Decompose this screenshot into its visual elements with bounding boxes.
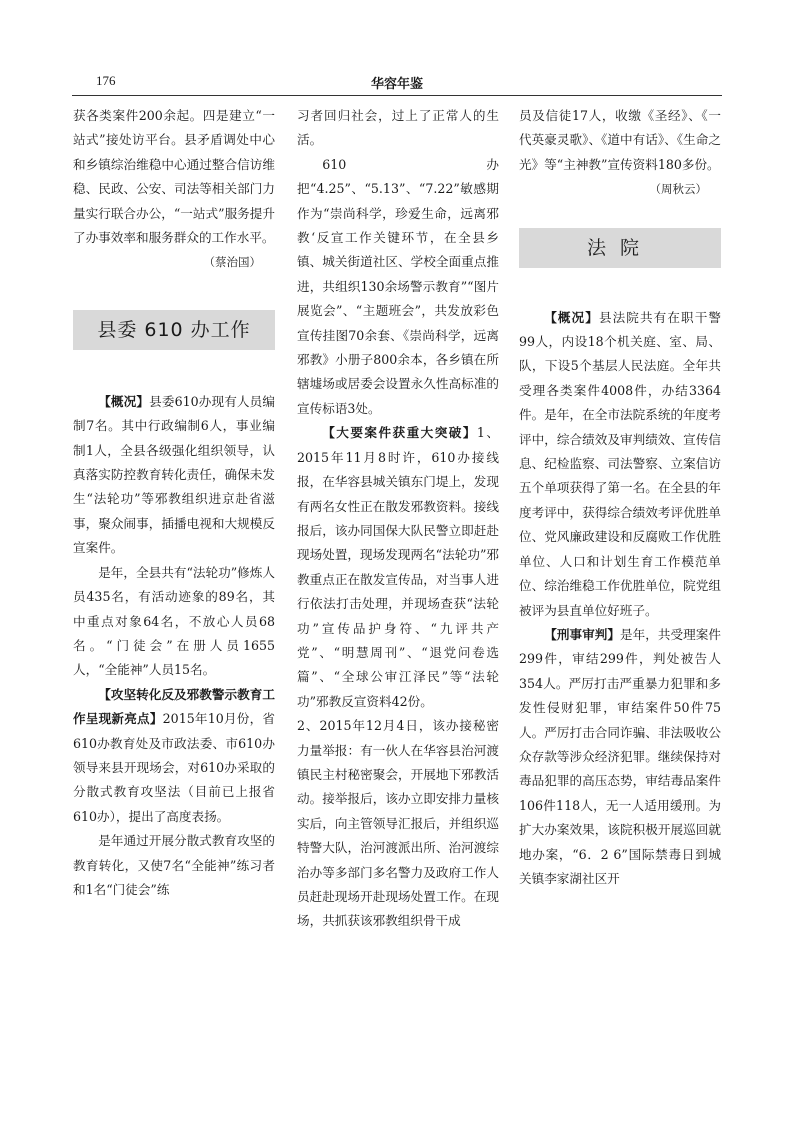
paragraph: 员及信徒17人，收缴《圣经》、《一代英豪灵歌》、《道中有话》、《生命之光》等“主神教”宣传资料180多份。 <box>519 108 721 172</box>
subheading: 【概况】 <box>98 393 150 409</box>
paragraph: 获各类案件200余起。四是建立“一站式”接处访平台。县矛盾调处中心和乡镇综治维稳中心通过整合信访维稳、民政、公安、司法等相关部门力量实行联合办公，“一站式”服务提升了办事效率和服务群众的工作水平。 <box>73 108 275 246</box>
header-rule <box>72 95 722 96</box>
paragraph: 习者回归社会，过上了正常人的生活。 <box>297 108 499 148</box>
column-right <box>519 104 721 891</box>
author-signature: （蔡治国） <box>203 255 261 270</box>
paragraph-court-overview <box>519 306 721 623</box>
paragraph-attack <box>73 683 275 829</box>
page-number: 176 <box>96 73 116 88</box>
paragraph-criminal-trial <box>519 623 721 891</box>
paragraph-text: 2015年10月份，省610办教育处及市政法委、市610办领导来县开现场会，对610办采取的分散式教育攻坚法（目前已上报省610办），提出了高度表扬。 <box>73 711 276 824</box>
author-signature: （周秋云） <box>649 182 707 197</box>
section-title-court: 法院 <box>519 228 721 268</box>
paragraph-text: 县法院共有在职干警99人，内设18个机关庭、室、局、队，下设5个基层人民法庭。全年共受理各类案件4008件，办结3364件。是年，在全市法院系统的年度考评中，综合绩效及审判绩效、宣传信息、纪检监察、司法警察、立案信访五个单项获得了第一名。在全县的年度考评中，获得综合绩效考评优胜单位、党风廉政建设和反腐败工作优胜单位、人口和计划生育工作模范单位、综治维稳工作优胜单位，院党组被评为县直单位好班子。 <box>519 309 722 618</box>
subheading: 【攻坚转化反及邪教警示教育工作呈现新亮点】 <box>73 686 275 727</box>
subheading: 【大要案件获重大突破】 <box>322 425 477 441</box>
paragraph-text: 1、2015年11月8时许，610办接线报，在华容县城关镇东门堤上，发现有两名女性正在散发邪教资料。接线报后，该办同国保大队民警立即赶赴现场处置，现场发现两名“法轮功”邪教重点正在散发宣传品，对当事人进行依法打击处理，并现场查获“法轮功”宣传品护身符、“九评共产党”、“明慧周刊”、“退党问卷选篇”、“全球公审江泽民”等“法轮功”邪教反宣资料42份。 <box>297 425 500 709</box>
paragraph-major-case <box>297 421 499 714</box>
paragraph: 是年通过开展分散式教育攻坚的教育转化，又使7名“全能神”练习者和1名“门徒会”练 <box>73 833 275 897</box>
subheading: 【概况】 <box>544 309 599 325</box>
paragraph: 610办把“4.25”、“5.13”、“7.22”敏感期作为“崇尚科学，珍爱生命，远离邪教‘反宣工作关键环节，在全县乡镇、城关街道社区、学校全面重点推进，共组织130余场警示教育”“图片展览会”、“主题班会”，共发放彩色宣传挂图70余套、《崇尚科学，远离邪教》小册子800余本，各乡镇在所辖墟场或居委会设置永久性高标准的宣传标语3处。 <box>297 156 499 416</box>
running-header <box>72 73 722 91</box>
paragraph: 是年，全县共有“法轮功”修炼人员435名，有活动迹象的89名，其中重点对象64名，不放心人员68名。“门徒会”在册人员1655人，“全能神”人员15名。 <box>73 564 275 678</box>
paragraph-text: 县委610办现有人员编制7名。其中行政编制6人，事业编制1人，全县各级强化组织领导，认真落实防控教育转化责任，确保未发生“法轮功”等邪教组织进京赴省滋事，聚众闹事，插播电视和大规模反宣案件。 <box>73 393 275 556</box>
paragraph-overview <box>73 390 275 561</box>
paragraph-text: 是年，共受理案件299件，审结299件，判处被告人354人。严厉打击严重暴力犯罪和多发性侵财犯罪，审结案件50件75人。严厉打击合同诈骗、非法吸收公众存款等涉众经济犯罪。继续保持对毒品犯罪的高压态势，审结毒品案件106件118人，无一人适用缓刑。为扩大办案效果，该院积极开展巡回就地办案，“6．2 6”国际禁毒日到城关镇李家湖社区开 <box>519 626 722 886</box>
column-left <box>73 104 275 902</box>
section-title-610-office: 县委 610 办工作 <box>73 310 275 350</box>
column-middle <box>297 104 499 934</box>
paragraph: 2、2015年12月4日，该办接秘密力量举报：有一伙人在华容县治河渡镇民主村秘密聚会，开展地下邪教活动。接举报后，该办立即安排力量核实后，向主管领导汇报后，并组织巡特警大队，治河渡派出所、治河渡综治办等多部门多名警力及政府工作人员赶赴现场开赴现场处置工作。在现场，共抓获该邪教组织骨干成 <box>297 718 499 929</box>
subheading: 【刑事审判】 <box>544 626 620 642</box>
book-title: 华容年鉴 <box>370 77 423 92</box>
